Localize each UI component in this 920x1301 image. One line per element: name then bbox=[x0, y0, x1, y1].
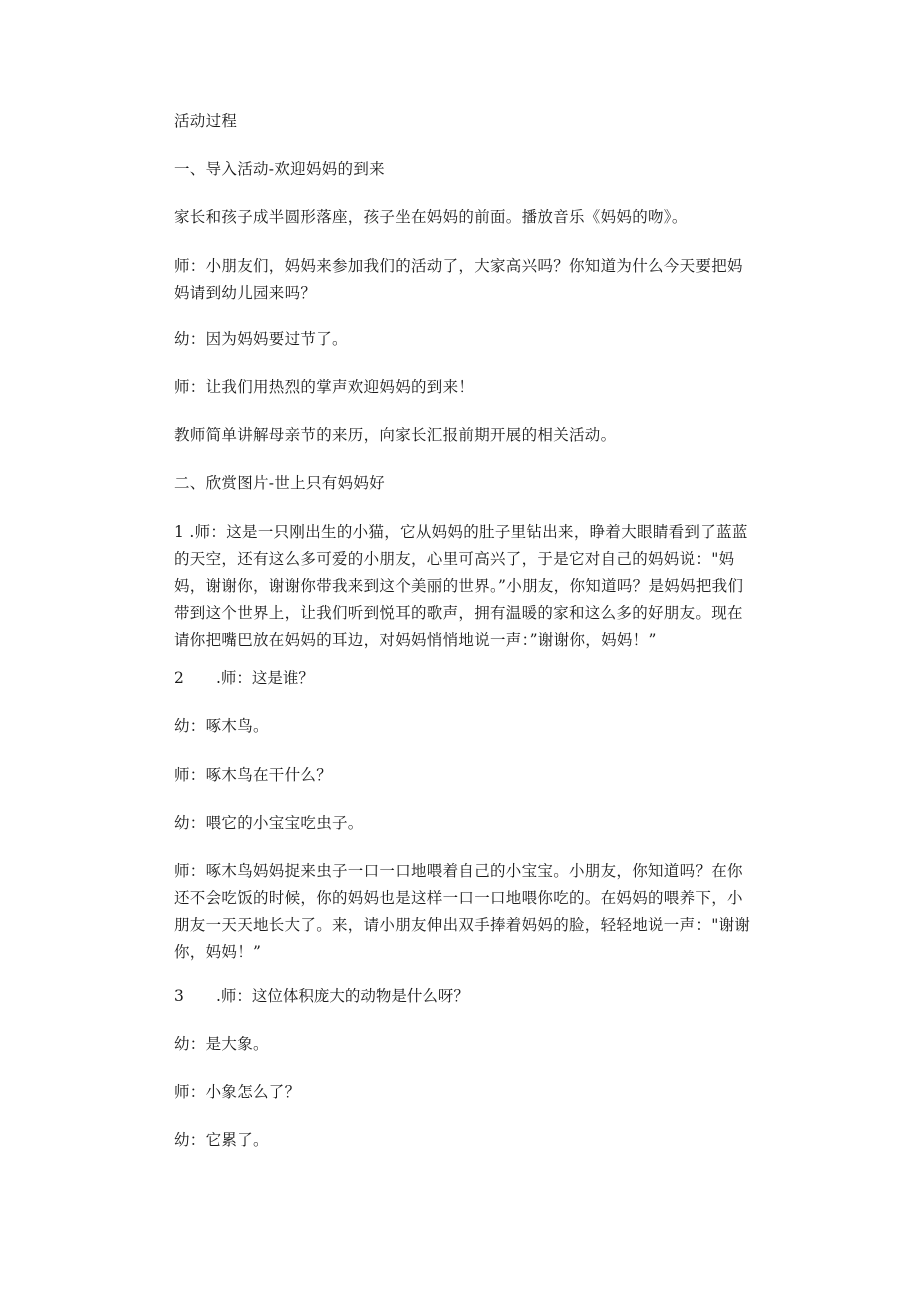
paragraph-teacher-welcome: 师：让我们用热烈的掌声欢迎妈妈的到来！ bbox=[174, 378, 475, 396]
paragraph-teacher-intro: 师：小朋友们，妈妈来参加我们的活动了，大家高兴吗？你知道为什么今天要把妈妈请到幼儿园来吗？ bbox=[174, 257, 743, 302]
paragraph-child-answer-1: 幼：因为妈妈要过节了。 bbox=[174, 330, 348, 348]
paragraph-child-tired: 幼：它累了。 bbox=[174, 1131, 269, 1149]
item-text: .师：这是谁？ bbox=[216, 669, 314, 687]
paragraph-teacher-question-woodpecker: 师：啄木鸟在干什么？ bbox=[174, 766, 333, 784]
paragraph-mothers-day-history: 教师简单讲解母亲节的来历，向家长汇报前期开展的相关活动。 bbox=[174, 426, 617, 444]
section-heading-activity-process: 活动过程 bbox=[174, 112, 238, 130]
item-text: .师：这位体积庞大的动物是什么呀？ bbox=[216, 987, 469, 1005]
paragraph-teacher-question-elephant: 师：小象怎么了？ bbox=[174, 1083, 301, 1101]
numbered-item-3 bbox=[174, 983, 469, 1010]
numbered-item-2 bbox=[174, 665, 314, 692]
paragraph-child-woodpecker: 幼：啄木鸟。 bbox=[174, 717, 269, 735]
section-heading-2: 二、欣赏图片-世上只有妈妈好 bbox=[174, 474, 385, 492]
paragraph-woodpecker-story: 师：啄木鸟妈妈捉来虫子一口一口地喂着自己的小宝宝。小朋友，你知道吗？在你还不会吃饭的时候，你的妈妈也是这样一口一口地喂你吃的。在妈妈的喂养下，小朋友一天天地长大了。来，请小朋友伸出双手捧着妈妈的脸，轻轻地说一声："谢谢你，妈妈！” bbox=[174, 862, 751, 961]
paragraph-child-feeding: 幼：喂它的小宝宝吃虫子。 bbox=[174, 814, 364, 832]
paragraph-child-elephant: 幼：是大象。 bbox=[174, 1035, 269, 1053]
paragraph-kitten: 1 .师：这是一只刚出生的小猫，它从妈妈的肚子里钻出来，睁着大眼睛看到了蓝蓝的天空，还有这么多可爱的小朋友，心里可高兴了，于是它对自己的妈妈说："妈妈，谢谢你，谢谢你带我来到这个美丽的世界。”小朋友，你知道吗？是妈妈把我们带到这个世界上，让我们听到悦耳的歌声，拥有温暖的家和这么多的好朋友。现在请你把嘴巴放在妈妈的耳边，对妈妈悄悄地说一声：”谢谢你，妈妈！” bbox=[174, 523, 748, 649]
item-number: 2 bbox=[174, 669, 184, 687]
item-number: 3 bbox=[174, 987, 184, 1005]
paragraph-seating: 家长和孩子成半圆形落座，孩子坐在妈妈的前面。播放音乐《妈妈的吻》。 bbox=[174, 208, 688, 226]
section-heading-1: 一、导入活动-欢迎妈妈的到来 bbox=[174, 160, 385, 178]
